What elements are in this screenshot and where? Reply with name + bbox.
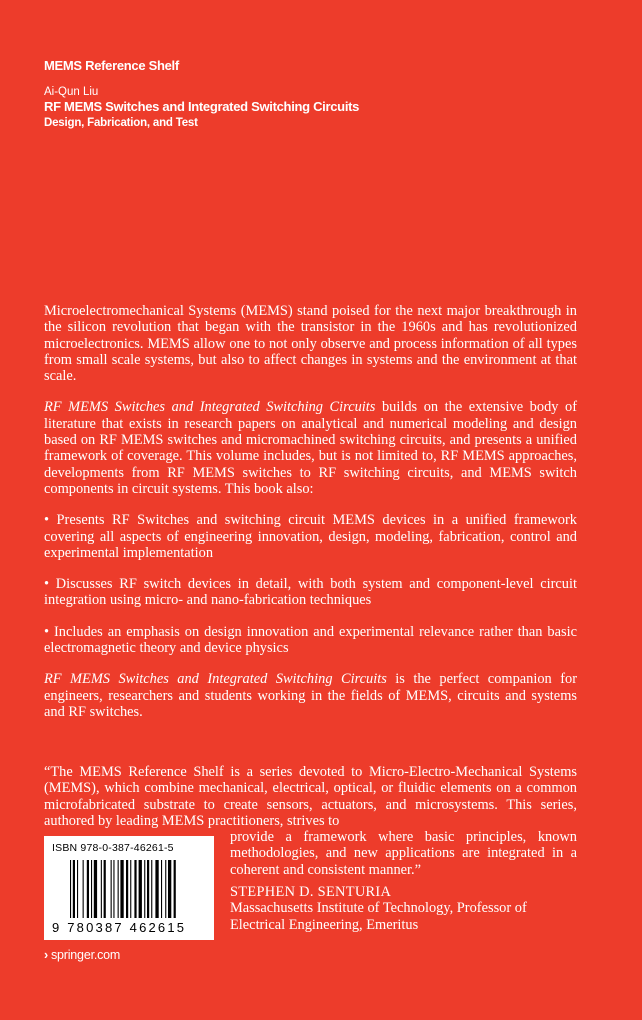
- quote-text: “The MEMS Reference Shelf is a series devoted to Micro-Electro-Mechanical Systems (MEMS), which combine mechanical, electrical, optical, or fluidic elements on a common microfabricated substrate to create sensors, actuators, and microsystems. This series, authored by leading MEMS practitioners, strives to: [44, 764, 577, 829]
- author-name: Ai-Qun Liu: [44, 86, 99, 98]
- barcode-bar: [168, 860, 171, 918]
- barcode-bar: [77, 860, 78, 918]
- bullet-item: • Includes an emphasis on design innovation and experimental relevance rather than basic electromagnetic theory and device physics: [44, 623, 577, 657]
- barcode-bar: [87, 860, 89, 918]
- intro-paragraph: Microelectromechanical Systems (MEMS) stand poised for the next major breakthrough in the silicon revolution that began with the transistor in the 1960s and has revolutionized microelectronics. MEMS allow one to not only observe and process information of all types from small scale systems, but also to affect changes in systems and the environment at that scale.: [44, 303, 577, 385]
- barcode-bar: [118, 860, 119, 918]
- barcode-bar: [139, 860, 142, 918]
- barcode-bar: [161, 860, 162, 918]
- barcode-bar: [113, 860, 114, 918]
- barcode-bar: [94, 860, 97, 918]
- barcode-panel: [44, 836, 214, 940]
- barcode-bar: [151, 860, 152, 918]
- barcode-bar: [155, 860, 158, 918]
- barcode-icon: [70, 860, 206, 918]
- barcode-bar: [91, 860, 92, 918]
- barcode-bar: [111, 860, 112, 918]
- book-title-italic: RF MEMS Switches and Integrated Switching Circuits: [44, 671, 387, 688]
- book-subtitle: Design, Fabrication, and Test: [44, 117, 198, 129]
- quote-text-indented: provide a framework where basic principles, known methodologies, and new applications are integrated in a coherent and consistent manner.”: [230, 829, 577, 878]
- publisher-link[interactable]: [44, 948, 120, 962]
- attribution-name: STEPHEN D. SENTURIA: [230, 884, 392, 900]
- attribution-affiliation-2: Electrical Engineering, Emeritus: [230, 916, 419, 933]
- barcode-bar: [147, 860, 149, 918]
- companion-paragraph-text: is the perfect companion for engineers, researchers and students working in the fields of MEMS, circuits and systems and RF switches.: [44, 671, 577, 720]
- book-paragraph-text: builds on the extensive body of literature that exists in research papers on analytical and numerical modeling and design based on RF MEMS switches and micromachined switching circuits, and presents a unified framework of coverage. This volume includes, but is not limited to, RF MEMS approaches, developments from RF MEMS switches to RF switching circuits, and MEMS switch components in circuit systems. This book also:: [44, 399, 578, 497]
- barcode-bar: [70, 860, 71, 918]
- book-paragraph: [44, 399, 577, 497]
- barcode-bar: [130, 860, 131, 918]
- barcode-bar: [83, 860, 84, 918]
- companion-paragraph: [44, 671, 577, 720]
- book-title: RF MEMS Switches and Integrated Switching Circuits: [44, 99, 360, 114]
- attribution-affiliation-1: Massachusetts Institute of Technology, Professor of: [230, 900, 527, 917]
- chevron-right-icon: ›: [44, 948, 48, 962]
- bullet-item: • Discusses RF switch devices in detail, with both system and component-level circuit integration using micro- and nano-fabrication techniques: [44, 576, 577, 609]
- series-name: MEMS Reference Shelf: [44, 58, 179, 73]
- barcode-bar: [165, 860, 166, 918]
- barcode-bar: [73, 860, 75, 918]
- description: [44, 303, 577, 727]
- bullet-item: • Presents RF Switches and switching circuit MEMS devices in a unified framework covering all aspects of engineering innovation, design, modeling, fabrication, control and experimental implementation: [44, 512, 577, 561]
- book-title-italic: RF MEMS Switches and Integrated Switching Circuits: [44, 399, 376, 416]
- quote-attribution: [230, 884, 527, 933]
- header: [44, 58, 359, 129]
- barcode-bar: [126, 860, 128, 918]
- publisher-url: springer.com: [50, 948, 121, 962]
- barcode-bar: [104, 860, 106, 918]
- barcode-bar: [144, 860, 145, 918]
- barcode-bar: [174, 860, 176, 918]
- barcode-bar: [134, 860, 136, 918]
- barcode-bar: [120, 860, 123, 918]
- barcode-bar: [101, 860, 102, 918]
- isbn-label: ISBN 978-0-387-46261-5: [52, 842, 174, 854]
- barcode-digits: 9 780387 462615: [52, 920, 187, 935]
